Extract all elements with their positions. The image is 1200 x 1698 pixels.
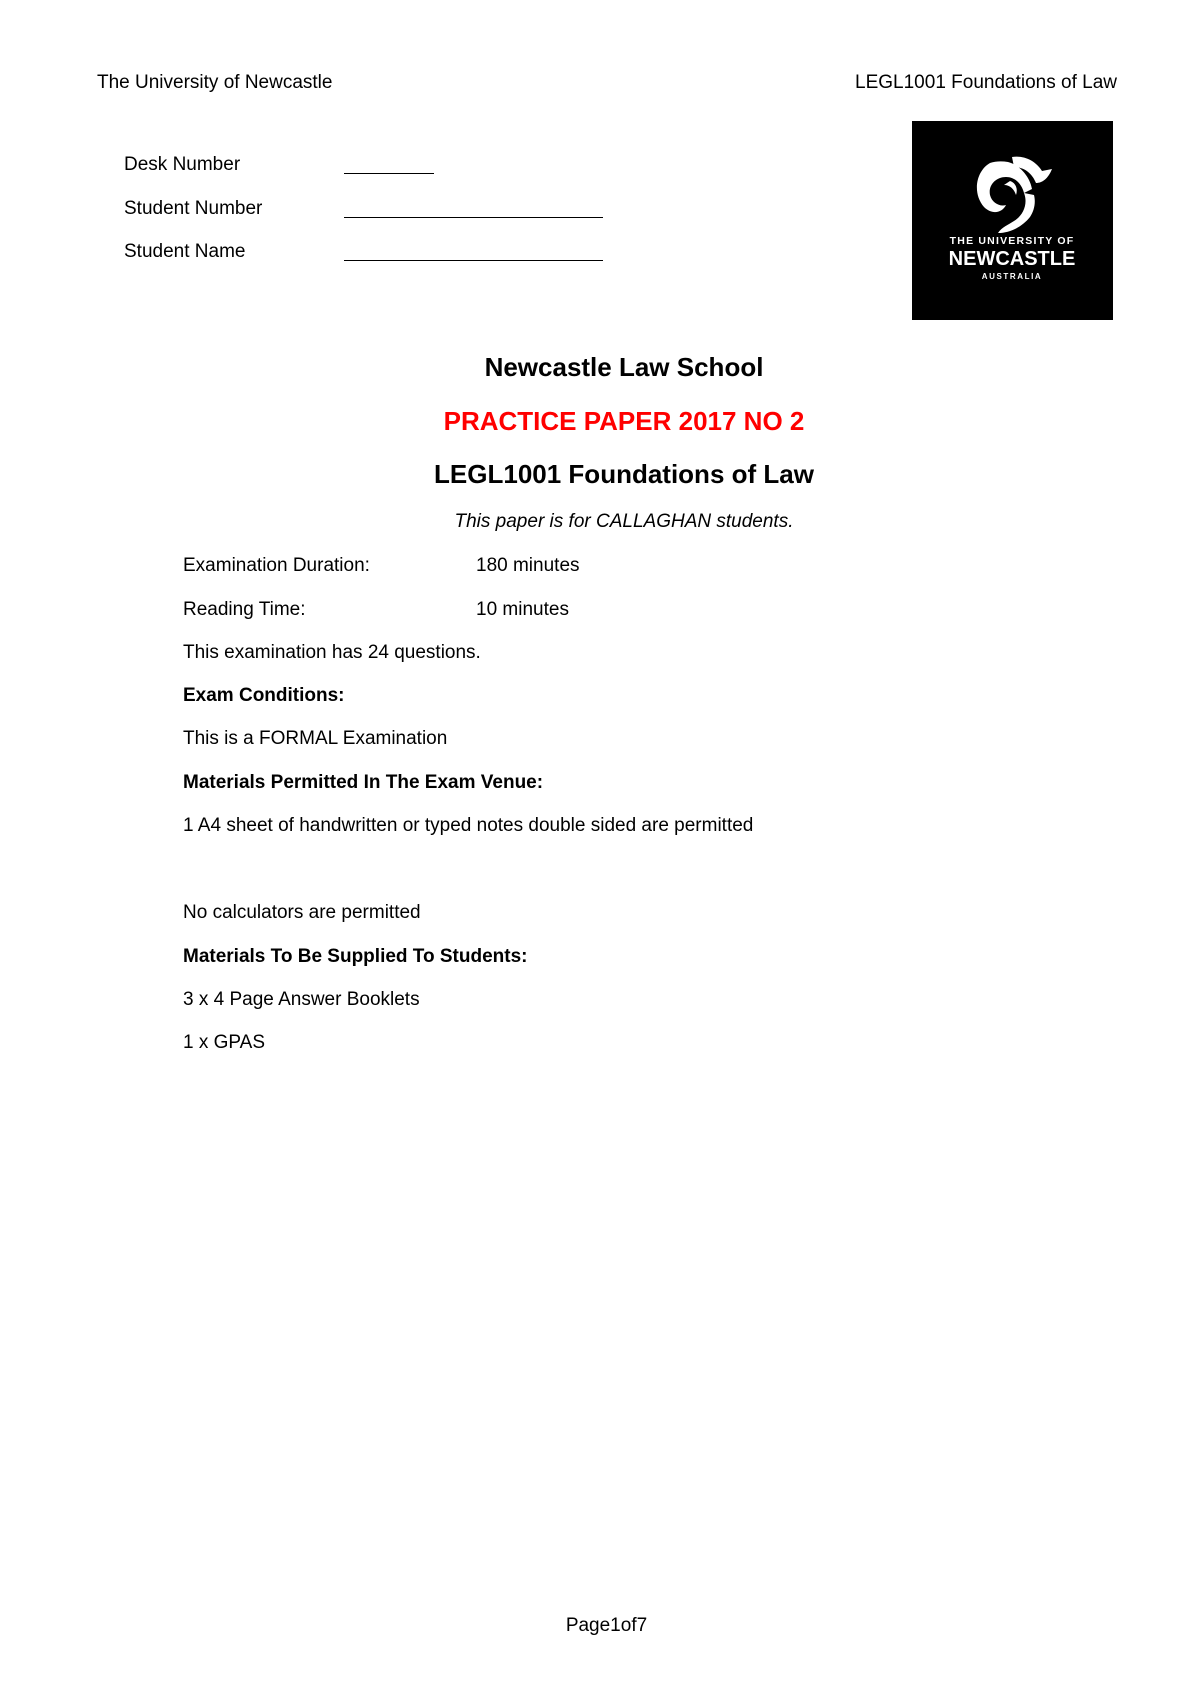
question-count: This examination has 24 questions. (183, 642, 481, 663)
permitted-heading: Materials Permitted In The Exam Venue: (183, 772, 544, 793)
student-name-blank[interactable] (344, 260, 603, 261)
university-logo (912, 121, 1113, 320)
paper-title: PRACTICE PAPER 2017 NO 2 (443, 406, 805, 436)
logo-line-1: THE UNIVERSITY OF (949, 235, 1075, 247)
school-title: Newcastle Law School (484, 352, 764, 382)
duration-value: 180 minutes (476, 555, 580, 576)
header-course: LEGL1001 Foundations of Law (855, 72, 1117, 93)
desk-number-blank[interactable] (344, 173, 434, 174)
supplied-item-gpas: 1 x GPAS (183, 1032, 266, 1053)
reading-time-value: 10 minutes (476, 599, 569, 620)
student-name-label: Student Name (124, 241, 246, 262)
course-title: LEGL1001 Foundations of Law (434, 459, 814, 489)
conditions-heading: Exam Conditions: (183, 685, 345, 706)
audience-note: This paper is for CALLAGHAN students. (454, 511, 794, 532)
permitted-text: 1 A4 sheet of handwritten or typed notes double sided are permitted (183, 815, 754, 836)
student-number-label: Student Number (124, 198, 263, 219)
reading-time-row (183, 597, 569, 623)
supplied-heading: Materials To Be Supplied To Students: (183, 946, 528, 967)
reading-time-label: Reading Time: (183, 599, 306, 620)
seahorse-icon (977, 157, 1052, 233)
logo-line-3: AUSTRALIA (981, 272, 1043, 281)
desk-number-label: Desk Number (124, 154, 241, 175)
page-number: Page1of7 (565, 1615, 648, 1636)
duration-row (183, 553, 580, 579)
supplied-item-booklets: 3 x 4 Page Answer Booklets (183, 989, 420, 1010)
student-number-blank[interactable] (344, 217, 603, 218)
header-institution: The University of Newcastle (97, 72, 333, 93)
calculators-text: No calculators are permitted (183, 902, 421, 923)
conditions-text: This is a FORMAL Examination (183, 728, 448, 749)
duration-label: Examination Duration: (183, 555, 370, 576)
logo-line-2: NEWCASTLE (948, 248, 1076, 270)
